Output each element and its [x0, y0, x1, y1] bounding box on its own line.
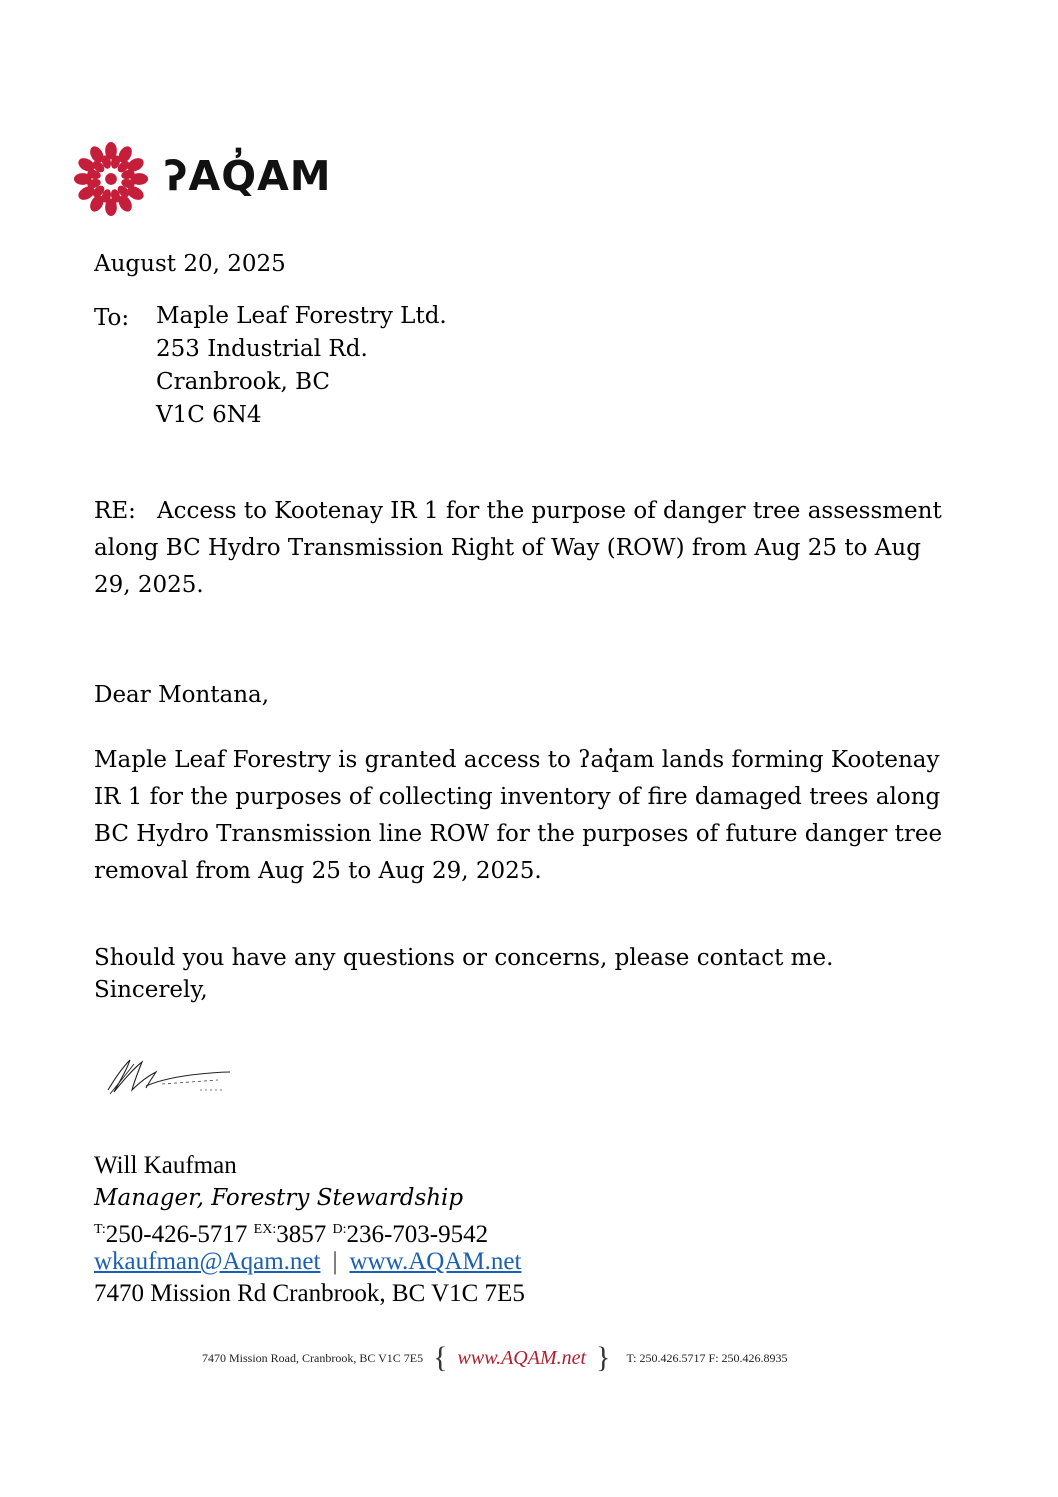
footer-website: www.AQAM.net: [457, 1347, 587, 1369]
direct-label: D:: [332, 1222, 347, 1237]
ext-label: EX:: [253, 1222, 277, 1237]
address-line: Cranbrook, BC: [156, 369, 331, 395]
link-separator: |: [332, 1248, 338, 1275]
phone-number: 250-426-5717: [105, 1221, 248, 1248]
direct-number: 236-703-9542: [346, 1221, 489, 1248]
signoff: Sincerely,: [94, 977, 208, 1003]
footer-contact: T: 250.426.5717 F: 250.426.8935: [626, 1351, 788, 1365]
letter-date: August 20, 2025: [94, 251, 286, 277]
address-line: V1C 6N4: [156, 402, 262, 428]
email-link[interactable]: wkaufman@Aqam.net: [94, 1248, 321, 1275]
flower-logo-icon: [72, 140, 150, 218]
signer-address: 7470 Mission Rd Cranbrook, BC V1C 7E5: [94, 1280, 525, 1307]
subject-text: Access to Kootenay IR 1 for the purpose of danger tree assessment along BC Hydro Transmission Right of Way (ROW) from Aug 25 to Aug 29, 2025.: [94, 498, 942, 598]
contact-links: [94, 1246, 525, 1278]
re-label: RE:: [94, 498, 136, 524]
signature-block: [94, 1150, 525, 1310]
footer-brace-close: }: [596, 1341, 611, 1374]
salutation: Dear Montana,: [94, 682, 270, 708]
body-paragraph: Maple Leaf Forestry is granted access to ʔaq̓am lands forming Kootenay IR 1 for the purposes of collecting inventory of fire damaged trees along BC Hydro Transmission line ROW for the purposes of future danger tree removal from Aug 25 to Aug 29, 2025.: [94, 747, 943, 884]
website-link[interactable]: www.AQAM.net: [349, 1248, 522, 1275]
handwritten-signature: [100, 1050, 240, 1100]
ext-number: 3857: [276, 1221, 327, 1248]
signer-name: Will Kaufman: [94, 1152, 237, 1179]
phone-line: [94, 1214, 525, 1246]
address-line: Maple Leaf Forestry Ltd.: [156, 303, 447, 329]
subject-line: [94, 493, 964, 604]
closing-line: Should you have any questions or concerns, please contact me.: [94, 945, 834, 971]
phone-label: T:: [94, 1222, 106, 1237]
recipient-address: [156, 300, 447, 432]
to-label: To:: [94, 305, 130, 331]
closing: [94, 942, 833, 1006]
signer-title: Manager, Forestry Stewardship: [94, 1185, 464, 1211]
address-line: 253 Industrial Rd.: [156, 336, 368, 362]
logo-wordmark: ʔAQ̓AM: [164, 152, 332, 200]
letterhead-footer: [202, 1338, 842, 1374]
footer-brace-open: {: [433, 1341, 448, 1374]
footer-address: 7470 Mission Road, Cranbrook, BC V1C 7E5: [202, 1351, 424, 1365]
